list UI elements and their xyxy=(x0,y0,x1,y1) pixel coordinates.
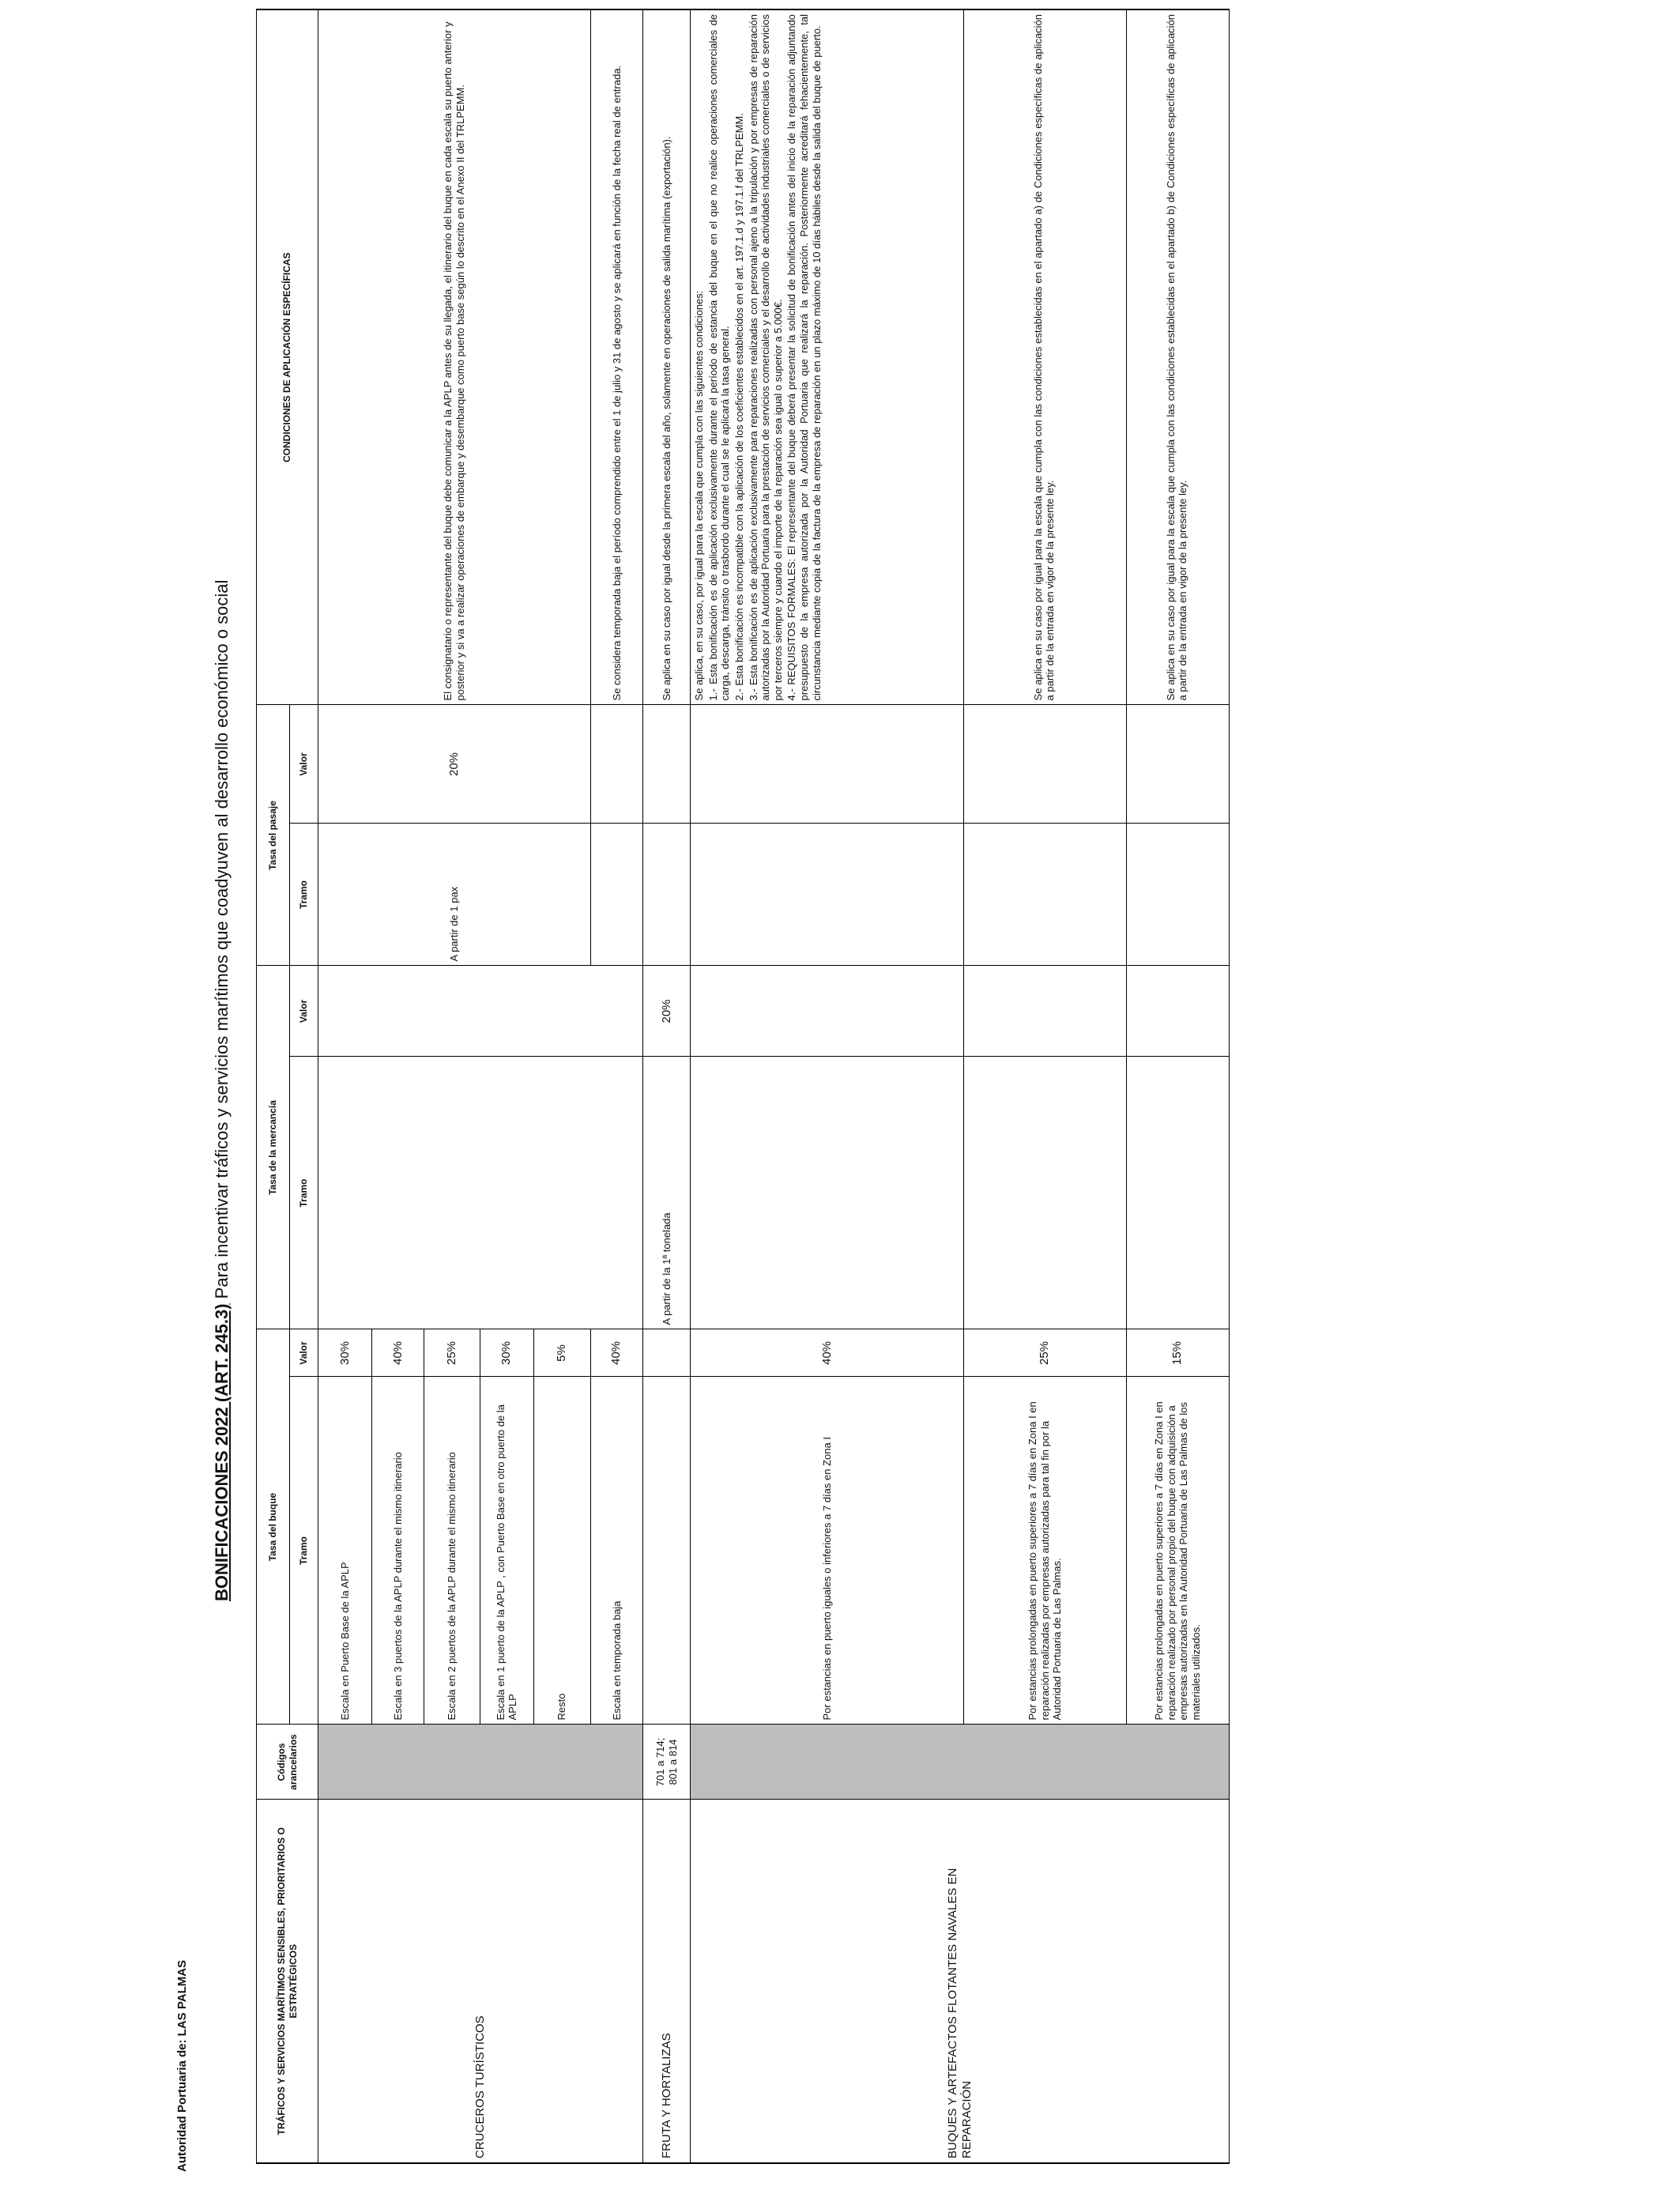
buques-merc-tramo xyxy=(691,1057,964,1329)
buques-merc-valor xyxy=(691,966,964,1057)
buques-name: BUQUES Y ARTEFACTOS FLOTANTES NAVALES EN REPARACIÓN xyxy=(691,1800,1230,2163)
table-row xyxy=(318,9,372,2163)
col-tasa-buque: Tasa del buque xyxy=(257,1329,290,1725)
buques-pasaje-tramo xyxy=(691,824,964,966)
buques-codigos xyxy=(691,1725,1230,1800)
cruceros-tramo: Escala en temporada baja xyxy=(590,1377,642,1725)
bonificaciones-table xyxy=(256,9,1230,2164)
col-condiciones: CONDICIONES DE APLICACIÓN ESPECÍFICAS xyxy=(257,9,318,705)
condition-paragraph: Se aplica en su caso por igual para la escala que cumpla con las condiciones establecidas en el apartado b) de Condiciones específicas de aplicación a partir de la entrada en vigor de la presente ley. xyxy=(1164,13,1189,701)
buques-pasaje-valor xyxy=(964,705,1127,824)
pasaje-valor-header: Valor xyxy=(290,705,318,824)
buques-pasaje-tramo xyxy=(964,824,1127,966)
buques-condiciones xyxy=(964,9,1127,705)
mercancia-tramo-header: Tramo xyxy=(290,1057,318,1329)
cruceros-condiciones: El consignatario o representante del buque debe comunicar a la APLP antes de su llegada, el itinerario del buque en cada escala su puerto anterior y posterior y si va a realizar operaciones de embarque y desembarque como puerto base según lo descrito en el Anexo II del TRLPEMM. xyxy=(318,9,591,705)
cruceros-temporada-condiciones: Se considera temporada baja el período comprendido entre el 1 de julio y 31 de agosto y se aplicará en función de la fecha real de entrada. xyxy=(590,9,642,705)
col-traficos: TRÁFICOS Y SERVICIOS MARÍTIMOS SENSIBLES, PRIORITARIOS O ESTRATÉGICOS xyxy=(257,1800,318,2163)
cruceros-valor: 30% xyxy=(480,1329,533,1377)
cruceros-valor: 30% xyxy=(318,1329,372,1377)
cruceros-merc-tramo xyxy=(318,1057,643,1329)
cruceros-codigos xyxy=(318,1725,643,1800)
buque-valor-header: Valor xyxy=(290,1329,318,1377)
buques-condiciones xyxy=(691,9,964,705)
cruceros-valor: 40% xyxy=(372,1329,424,1377)
condition-paragraph: Se aplica en su caso por igual para la escala que cumpla con las condiciones establecidas en el apartado a) de Condiciones específicas de aplicación a partir de la entrada en vigor de la presente ley. xyxy=(1031,13,1057,701)
cruceros-valor: 5% xyxy=(533,1329,590,1377)
cruceros-pasaje-tramo: A partir de 1 pax xyxy=(318,824,591,966)
buques-merc-tramo xyxy=(1126,1057,1229,1329)
pasaje-tramo-header: Tramo xyxy=(290,824,318,966)
fruta-name: FRUTA Y HORTALIZAS xyxy=(643,1800,691,2163)
buques-tramo: Por estancias prolongadas en puerto superiores a 7 días en Zona I en reparación realizado por personal propio del buque con adquisición a empresas autorizadas en la Autoridad Portuaria de Las Palmas de los materiales utilizados. xyxy=(1126,1377,1229,1725)
buques-tramo: Por estancias prolongadas en puerto superiores a 7 días en Zona I en reparación realizadas por empresas autorizadas para tal fin por la Autoridad Portuaria de Las Palmas. xyxy=(964,1377,1127,1725)
cruceros-temporada-pasaje-valor xyxy=(590,705,642,824)
condition-paragraph: Se aplica, en su caso, por igual para la escala que cumpla con las siguientes condiciones: xyxy=(693,290,706,701)
fruta-condiciones: Se aplica en su caso por igual desde la primera escala del año, solamente en operaciones de salida marítima (exportación). xyxy=(643,9,691,705)
buques-condiciones xyxy=(1126,9,1229,705)
cruceros-tramo: Escala en 1 puerto de la APLP , con Puerto Base en otro puerto de la APLP xyxy=(480,1377,533,1725)
title-rest: Para incentivar tráficos y servicios marítimos que coadyuven al desarrollo económico o social xyxy=(212,579,232,1304)
cruceros-tramo: Resto xyxy=(533,1377,590,1725)
cruceros-valor: 25% xyxy=(424,1329,480,1377)
fruta-buque-tramo xyxy=(643,1377,691,1725)
buques-pasaje-tramo xyxy=(1126,824,1229,966)
condition-paragraph: 3.- Esta bonificación es de aplicación exclusivamente para reparaciones realizadas con personal ajeno a la tripulación y por empresas de reparación autorizadas por la Autoridad Portuaria para la prestación de servicios comerciales y el desarrollo de actividades industriales comerciales o de servicios por terceros siempre y cuando el importe de la reparación sea igual o superior a 5.000€. xyxy=(747,13,784,701)
fruta-buque-valor xyxy=(643,1329,691,1377)
fruta-codigos: 701 a 714; 801 a 814 xyxy=(643,1725,691,1800)
buques-valor: 25% xyxy=(964,1329,1127,1377)
condition-paragraph: 2.- Esta bonificación es incompatible con la aplicación de los coeficientes establecidos en el art. 197.1.d y 197.1.f del TRLPEMM. xyxy=(733,113,745,701)
cruceros-tramo: Escala en Puerto Base de la APLP xyxy=(318,1377,372,1725)
col-tasa-pasaje: Tasa del pasaje xyxy=(257,705,290,966)
buques-tramo: Por estancias en puerto iguales o inferiores a 7 días en Zona I xyxy=(691,1377,964,1725)
buques-valor: 15% xyxy=(1126,1329,1229,1377)
condition-paragraph: 4.- REQUISITOS FORMALES: El representante del buque deberá presentar la solicitud de bonificación antes del inicio de la reparación adjuntando presupuesto de la empresa autorizada por la Autoridad Portuaria que realizará la reparación. Posteriormente acreditará fehacientemente, tal circunstancia mediante copia de la factura de la empresa de reparación en un plazo máximo de 10 días hábiles desde la salida del buque de puerto. xyxy=(785,13,823,701)
condition-paragraph: 1.- Esta bonificación es de aplicación exclusivamente durante el período de estancia del buque en el que no realice operaciones comerciales de carga, descarga, tránsito o trasbordo durante el cual se le aplicará la tasa general. xyxy=(706,13,732,701)
mercancia-valor-header: Valor xyxy=(290,966,318,1057)
buques-valor: 40% xyxy=(691,1329,964,1377)
cruceros-temporada-pasaje-tramo xyxy=(590,824,642,966)
table-body xyxy=(318,9,1230,2163)
buque-tramo-header: Tramo xyxy=(290,1377,318,1725)
cruceros-tramo: Escala en 3 puertos de la APLP durante el mismo itinerario xyxy=(372,1377,424,1725)
cruceros-merc-valor xyxy=(318,966,643,1057)
col-codigos: Códigos arancelarios xyxy=(257,1725,318,1800)
fruta-pasaje-valor xyxy=(643,705,691,824)
table-row xyxy=(691,9,964,2163)
cruceros-name: CRUCEROS TURÍSTICOS xyxy=(318,1800,643,2163)
buques-pasaje-valor xyxy=(1126,705,1229,824)
cruceros-tramo: Escala en 2 puertos de la APLP durante el mismo itinerario xyxy=(424,1377,480,1725)
bonificaciones-table-wrapper xyxy=(256,10,1230,2164)
table-head xyxy=(257,9,318,2163)
document-title xyxy=(212,580,232,1601)
buques-merc-valor xyxy=(1126,966,1229,1057)
fruta-merc-tramo: A partir de la 1ª tonelada xyxy=(643,1057,691,1329)
cruceros-valor: 40% xyxy=(590,1329,642,1377)
fruta-pasaje-tramo xyxy=(643,824,691,966)
buques-merc-tramo xyxy=(964,1057,1127,1329)
buques-pasaje-valor xyxy=(691,705,964,824)
table-row xyxy=(643,9,691,2163)
fruta-merc-valor: 20% xyxy=(643,966,691,1057)
title-bold: BONIFICACIONES 2022 (ART. 245.3) xyxy=(212,1303,232,1601)
col-tasa-mercancia: Tasa de la mercancía xyxy=(257,966,290,1329)
buques-merc-valor xyxy=(964,966,1127,1057)
cruceros-pasaje-valor: 20% xyxy=(318,705,591,824)
port-authority-label: Autoridad Portuaria de: LAS PALMAS xyxy=(175,1959,189,2172)
